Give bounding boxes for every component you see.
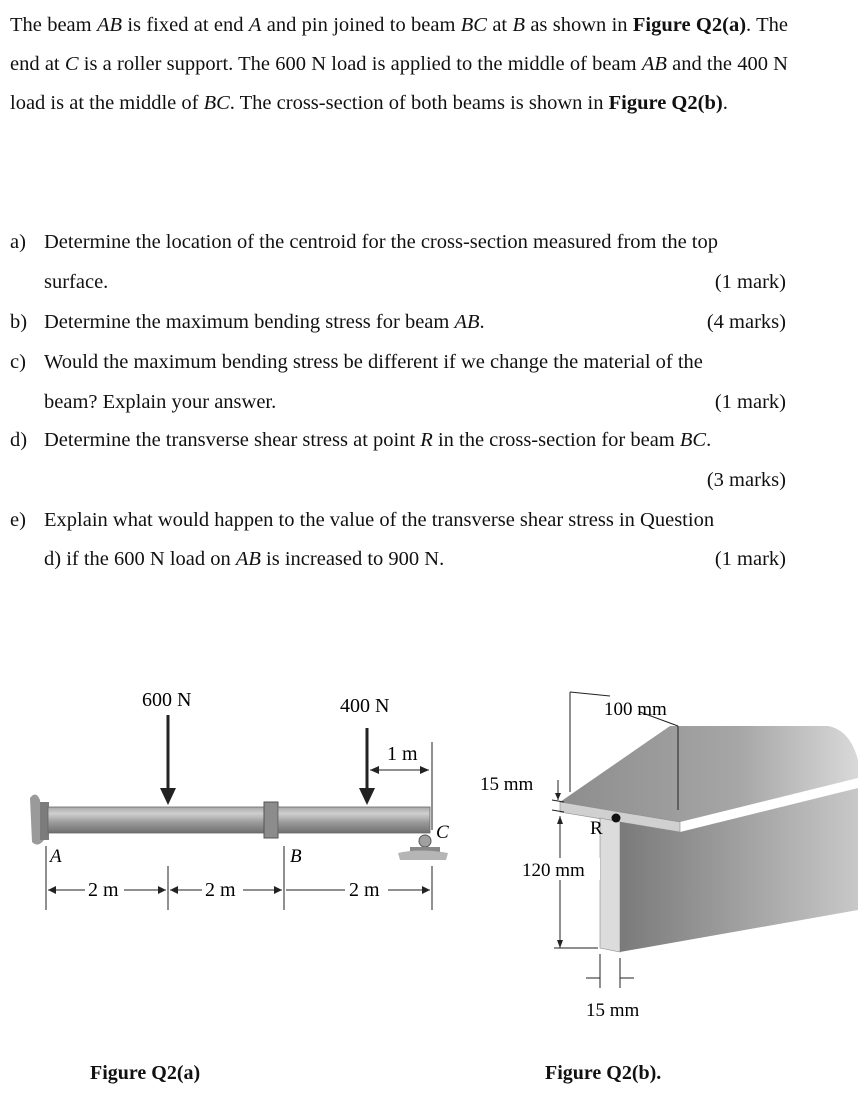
intro-text: and the 400 N load is at the middle of <box>10 53 788 114</box>
dim-2m-bc: 2 m <box>349 879 380 901</box>
dim-1m-label: 1 m <box>387 743 418 765</box>
dim-flange-width: 100 mm <box>604 699 667 720</box>
dim-2m-ab-right: 2 m <box>205 879 236 901</box>
question-d-marks: (3 marks) <box>706 469 786 491</box>
dim-web-height: 120 mm <box>522 860 585 881</box>
question-e-body: d) if the 600 N load on <box>44 548 236 570</box>
figure-b-diagram <box>470 670 862 1030</box>
intro-end-a: A <box>248 14 262 36</box>
intro-text: . The end at <box>10 14 788 75</box>
load-600-arrowhead <box>160 788 176 805</box>
figure-a-diagram <box>0 670 470 950</box>
intro-beam-bc: BC <box>460 14 487 36</box>
beam-ab <box>48 807 268 833</box>
intro-text: at <box>486 14 513 36</box>
dim-web-thickness: 15 mm <box>586 1000 640 1021</box>
beam-bc <box>278 807 430 833</box>
intro-figure-ref-b: Figure Q2(b) <box>608 92 723 114</box>
intro-text: is fixed at end <box>121 14 249 36</box>
point-r-label: R <box>590 818 603 839</box>
intro-beam-ab: AB <box>641 53 667 75</box>
point-b-label: B <box>290 846 302 867</box>
question-a-line1: Determine the location of the centroid for the cross-section measured from the top <box>44 231 718 253</box>
intro-figure-ref-a: Figure Q2(a) <box>632 14 747 36</box>
question-e-beam: AB <box>235 548 261 570</box>
fixed-support-a <box>30 794 49 844</box>
question-c-line2: beam? Explain your answer. <box>44 391 277 413</box>
question-d-label: d) <box>10 429 28 451</box>
question-b-label: b) <box>10 311 28 333</box>
question-e-label: e) <box>10 509 26 531</box>
question-a-marks: (1 mark) <box>714 271 786 293</box>
intro-beam-bc: BC <box>203 92 230 114</box>
question-b-beam: AB <box>454 311 480 333</box>
intro-text: . The cross-section of both beams is shown in <box>229 92 609 114</box>
point-r-marker <box>612 814 621 823</box>
load-400-label: 400 N <box>340 695 390 717</box>
intro-text: is a roller support. The 600 N load is applied to the middle of beam <box>78 53 642 75</box>
load-600-label: 600 N <box>142 689 192 711</box>
web-front-face <box>600 818 620 952</box>
load-400-arrowhead <box>359 788 375 805</box>
question-e-line1: Explain what would happen to the value of the transverse shear stress in Question <box>44 509 715 531</box>
question-b-body: Determine the maximum bending stress for beam <box>44 311 455 333</box>
point-a-label: A <box>50 846 62 867</box>
question-d-beam: BC <box>679 429 707 451</box>
question-a-label: a) <box>10 231 26 253</box>
question-a-line2: surface. <box>44 271 109 293</box>
question-d-point: R <box>420 429 433 451</box>
question-c-marks: (1 mark) <box>714 391 786 413</box>
intro-end-c: C <box>64 53 79 75</box>
question-d-text <box>44 429 711 452</box>
figure-b-caption: Figure Q2(b). <box>545 1062 662 1084</box>
dim-2m-ab-left: 2 m <box>88 879 119 901</box>
question-b-text <box>44 311 485 334</box>
question-e-marks: (1 mark) <box>714 548 786 570</box>
intro-point-b: B <box>512 14 525 36</box>
dim-flange-thickness: 15 mm <box>480 774 534 795</box>
intro-text: The beam <box>10 14 97 36</box>
question-d-mid: in the cross-section for beam <box>432 429 680 451</box>
intro-text: and pin joined to beam <box>261 14 461 36</box>
question-e-line2 <box>44 548 444 571</box>
intro-beam-ab: AB <box>96 14 122 36</box>
question-b-end: . <box>479 311 485 333</box>
question-d-end: . <box>706 429 712 451</box>
intro-text: . <box>722 92 728 114</box>
figure-a-caption: Figure Q2(a) <box>90 1062 201 1084</box>
intro-paragraph <box>10 6 788 123</box>
question-c-label: c) <box>10 351 26 373</box>
point-c-label: C <box>436 822 449 843</box>
question-c-line1: Would the maximum bending stress be different if we change the material of the <box>44 351 703 373</box>
question-d-body: Determine the transverse shear stress at point <box>44 429 421 451</box>
intro-text: as shown in <box>524 14 633 36</box>
question-b-marks: (4 marks) <box>706 311 786 333</box>
question-e-body: is increased to 900 N. <box>260 548 445 570</box>
